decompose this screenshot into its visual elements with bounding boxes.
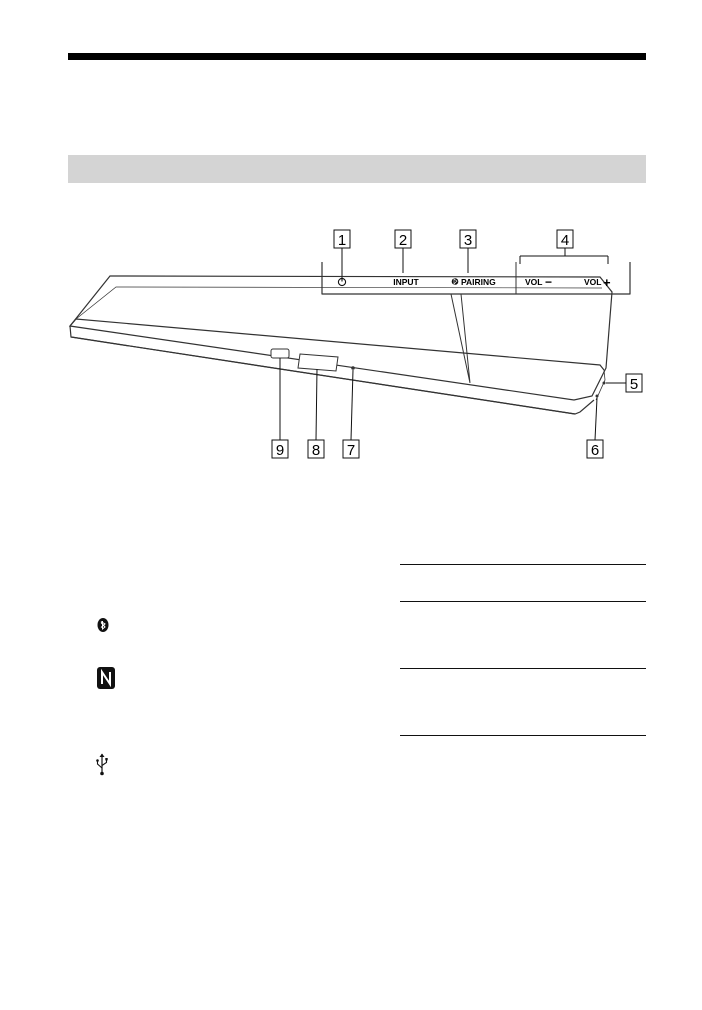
pairing-bluetooth-icon xyxy=(452,278,459,285)
bluetooth-icon xyxy=(96,617,110,633)
table-rule-1 xyxy=(400,564,646,565)
side-jack-6 xyxy=(596,395,599,398)
svg-text:9: 9 xyxy=(275,442,285,459)
soundbar-body xyxy=(70,276,612,414)
status-indicator xyxy=(351,366,355,370)
usb-icon xyxy=(95,752,109,776)
vol-minus-label: VOL xyxy=(525,277,543,287)
callout-9 xyxy=(272,358,288,459)
svg-text:6: 6 xyxy=(590,442,600,459)
pairing-label: PAIRING xyxy=(461,277,496,287)
svg-text:3: 3 xyxy=(463,232,473,249)
callout-4 xyxy=(520,230,608,264)
callout-8 xyxy=(308,369,324,459)
svg-text:4: 4 xyxy=(560,232,570,249)
n-mark-icon xyxy=(96,666,116,690)
callout-1 xyxy=(334,230,350,276)
svg-text:7: 7 xyxy=(346,442,356,459)
callout-3 xyxy=(460,230,476,273)
callout-7 xyxy=(343,370,359,459)
vol-plus-label: VOL xyxy=(584,277,602,287)
callout-5 xyxy=(606,374,642,393)
svg-text:8: 8 xyxy=(311,442,321,459)
front-display xyxy=(298,354,338,371)
table-rule-4 xyxy=(400,735,646,736)
svg-text:2: 2 xyxy=(398,232,408,249)
plus-sign: + xyxy=(603,275,611,290)
remote-sensor xyxy=(271,349,289,358)
svg-text:1: 1 xyxy=(337,232,347,249)
callout-2 xyxy=(395,230,411,273)
input-label: INPUT xyxy=(393,277,419,287)
callout-6 xyxy=(587,398,603,459)
table-rule-2 xyxy=(400,601,646,602)
side-jack-5 xyxy=(603,382,606,385)
table-rule-3 xyxy=(400,668,646,669)
minus-sign: − xyxy=(545,275,553,289)
svg-text:5: 5 xyxy=(629,376,639,393)
